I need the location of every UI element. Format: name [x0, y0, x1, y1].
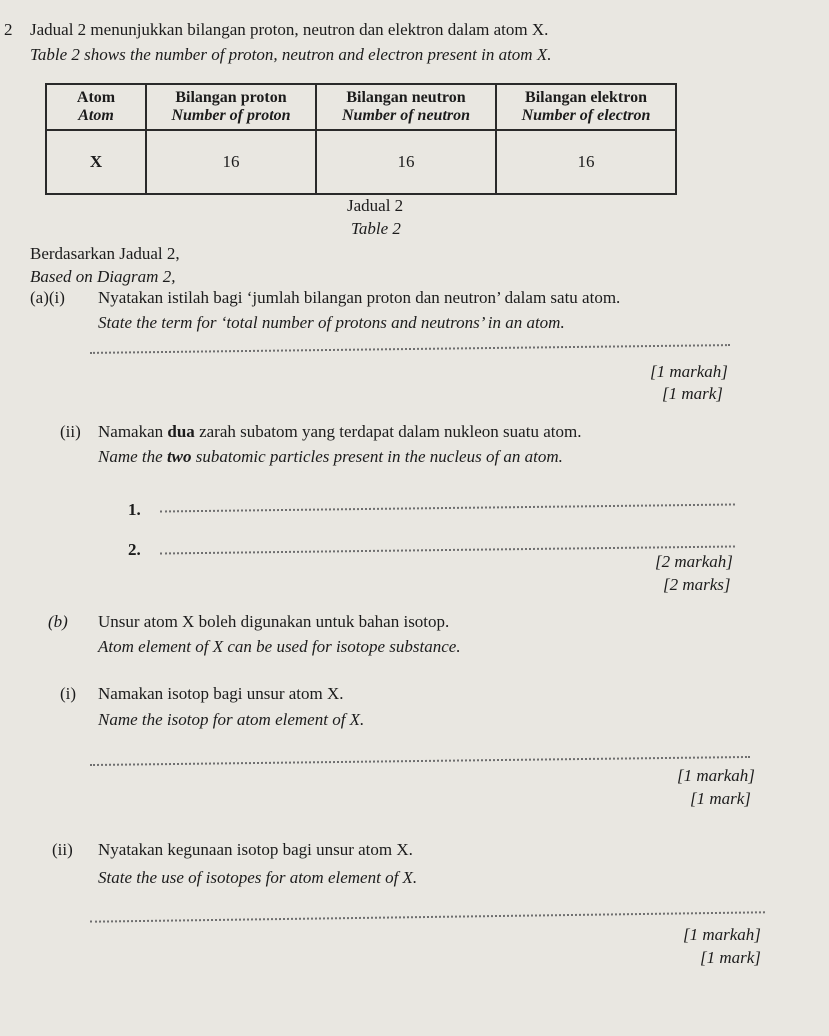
part-a-label: (a)(i): [30, 288, 65, 307]
table-header-cell: [46, 84, 146, 130]
table-header-row: [46, 84, 676, 130]
table-caption-ms: Jadual 2: [347, 196, 404, 215]
header-en: Atom: [78, 107, 114, 124]
data-table: [45, 83, 677, 195]
header-ms: Atom: [76, 89, 116, 107]
answer-number: 2.: [128, 540, 141, 559]
header-ms: Bilangan neutron: [346, 89, 466, 107]
based-on-en: Based on Diagram 2,: [30, 267, 176, 286]
table-header-cell: [146, 84, 316, 130]
header-en: Number of proton: [171, 107, 291, 124]
part-b-ii-ms: Nyatakan kegunaan isotop bagi unsur atom X.: [98, 840, 413, 859]
marks-en: [1 mark]: [690, 789, 751, 808]
question-number: 2: [4, 20, 13, 39]
table-row: [46, 130, 676, 194]
marks-en: [1 mark]: [662, 384, 723, 403]
answer-line[interactable]: [90, 911, 765, 922]
part-a-i-en: State the term for ‘total number of protons and neutrons’ in an atom.: [98, 313, 565, 332]
answer-line[interactable]: [90, 344, 730, 354]
marks-ms: [1 markah]: [683, 925, 761, 944]
header-ms: Bilangan proton: [175, 89, 287, 107]
based-on-ms: Berdasarkan Jadual 2,: [30, 244, 180, 263]
emphasis-text: dua: [167, 422, 195, 441]
header-ms: Bilangan elektron: [525, 89, 647, 107]
answer-line[interactable]: [160, 545, 735, 554]
text-span: subatomic particles present in the nucleus of an atom.: [191, 447, 563, 466]
question-intro-en: Table 2 shows the number of proton, neutron and electron present in atom X.: [30, 45, 552, 64]
part-b-ii-en: State the use of isotopes for atom element of X.: [98, 868, 418, 887]
header-en: Number of neutron: [341, 107, 471, 124]
question-intro-ms: Jadual 2 menunjukkan bilangan proton, neutron dan elektron dalam atom X.: [30, 20, 549, 39]
part-b-ii-label: (ii): [52, 840, 73, 859]
table-cell: X: [46, 130, 146, 194]
answer-number: 1.: [128, 500, 141, 519]
table-header-cell: [496, 84, 676, 130]
header-en: Number of electron: [521, 107, 651, 124]
part-b-i-en: Name the isotop for atom element of X.: [98, 710, 365, 729]
marks-ms: [1 markah]: [650, 362, 728, 381]
part-b-i-ms: Namakan isotop bagi unsur atom X.: [98, 684, 344, 703]
part-a-ii-label: (ii): [60, 422, 81, 441]
part-a-i-ms: Nyatakan istilah bagi ‘jumlah bilangan proton dan neutron’ dalam satu atom.: [98, 288, 621, 307]
text-span: zarah subatom yang terdapat dalam nukleon suatu atom.: [194, 422, 582, 441]
marks-ms: [2 markah]: [655, 552, 733, 571]
text-span: Namakan: [98, 422, 168, 441]
part-b-label: (b): [48, 612, 68, 631]
part-a-ii-en: [98, 447, 563, 467]
marks-en: [2 marks]: [663, 575, 731, 594]
part-b-en: Atom element of X can be used for isotope substance.: [98, 637, 461, 656]
marks-en: [1 mark]: [700, 948, 761, 967]
table-cell: 16: [146, 130, 316, 194]
table-caption-en: Table 2: [351, 219, 401, 238]
answer-line[interactable]: [90, 756, 750, 766]
emphasis-text: two: [166, 447, 192, 466]
text-span: Name the: [98, 447, 167, 466]
marks-ms: [1 markah]: [677, 766, 755, 785]
table-header-cell: [316, 84, 496, 130]
table-cell: 16: [316, 130, 496, 194]
answer-line[interactable]: [160, 503, 735, 512]
part-b-i-label: (i): [60, 684, 77, 703]
part-b-ms: Unsur atom X boleh digunakan untuk bahan isotop.: [98, 612, 450, 631]
part-a-ii-ms: [98, 422, 581, 442]
table-cell: 16: [496, 130, 676, 194]
